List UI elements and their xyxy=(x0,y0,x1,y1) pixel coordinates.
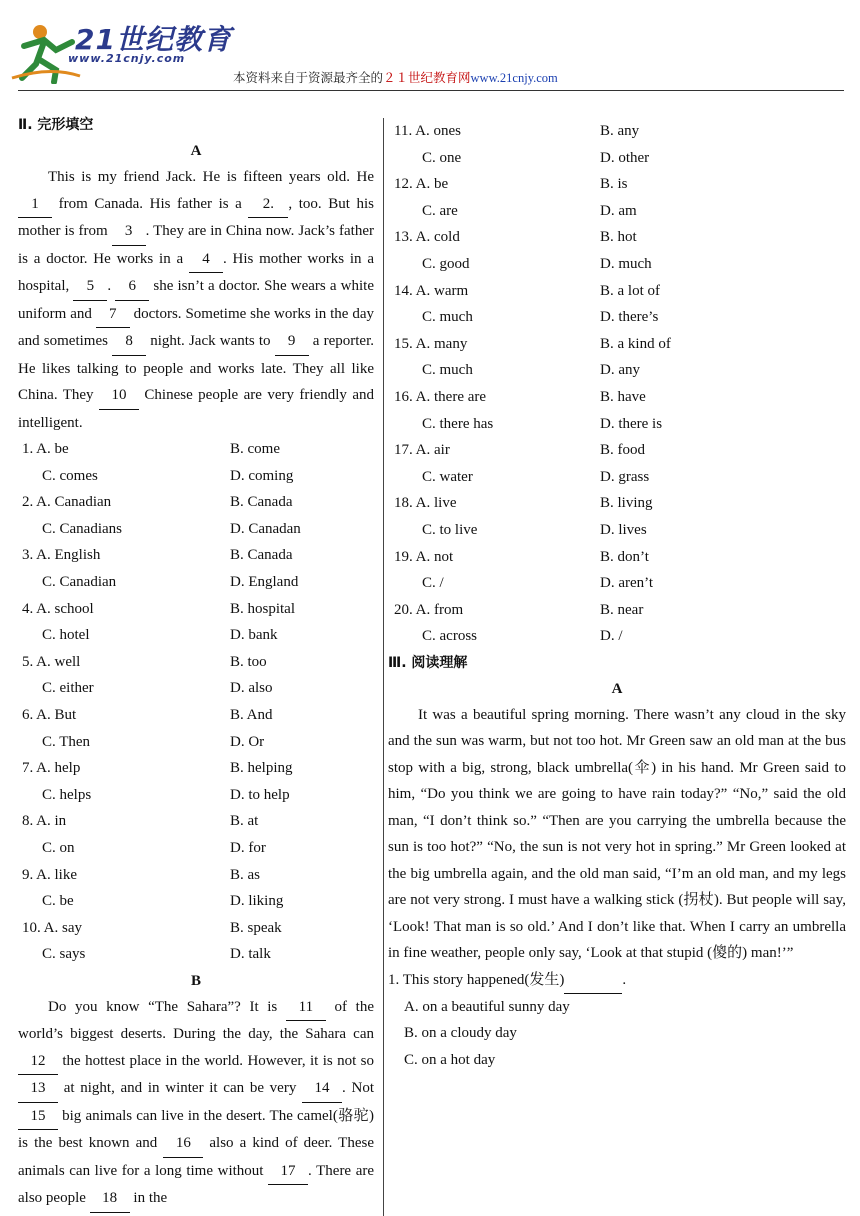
answer-blank[interactable] xyxy=(564,967,622,994)
option-row xyxy=(388,357,846,384)
option-row xyxy=(18,436,374,463)
option-choice[interactable]: 14. A. warm xyxy=(394,282,469,299)
option-row xyxy=(18,675,374,702)
cloze-section-title: Ⅱ. 完形填空 xyxy=(18,117,94,133)
cloze-blank[interactable]: 14 xyxy=(302,1075,342,1103)
cloze-blank[interactable]: 12 xyxy=(18,1048,58,1076)
option-choice[interactable]: C. / xyxy=(422,575,444,592)
option-choice[interactable]: C. either xyxy=(42,680,94,697)
option-choice[interactable]: D. also xyxy=(230,680,273,697)
option-choice[interactable]: C. one xyxy=(422,149,462,166)
option-choice[interactable]: C. comes xyxy=(42,467,98,484)
option-row xyxy=(388,544,846,571)
option-row xyxy=(18,569,374,596)
passage-text: , too. But his mother is from xyxy=(18,195,374,239)
option-choice[interactable]: B. near xyxy=(600,601,644,618)
option-choice[interactable]: D. for xyxy=(230,839,266,856)
option-row xyxy=(388,517,846,544)
option-choice[interactable]: D. coming xyxy=(230,467,294,484)
option-row xyxy=(18,782,374,809)
reading-section-title: Ⅲ. 阅读理解 xyxy=(388,654,468,671)
tagline-url[interactable]: www.21cnjy.com xyxy=(470,71,558,85)
option-choice[interactable]: C. water xyxy=(422,468,473,485)
option-row xyxy=(18,489,374,516)
option-row xyxy=(18,463,374,490)
option-row xyxy=(388,464,846,491)
option-row xyxy=(388,145,846,172)
cloze-blank[interactable]: 4 xyxy=(189,246,223,274)
option-choice[interactable]: 5. A. well xyxy=(22,653,81,670)
option-row xyxy=(388,118,846,145)
option-choice[interactable]: B. Canada xyxy=(230,494,293,511)
option-row xyxy=(388,304,846,331)
passage-text: . His mother works in a hospital, xyxy=(18,250,374,294)
option-choice[interactable]: 16. A. there are xyxy=(394,388,487,405)
option-row xyxy=(18,542,374,569)
question-text: 1. This story happened(发生) xyxy=(388,971,565,988)
cloze-blank[interactable]: 5 xyxy=(73,273,107,301)
passage-text: at night, and in winter it can be very xyxy=(58,1080,303,1097)
option-row xyxy=(388,623,846,650)
option-choice[interactable]: C. much xyxy=(422,309,473,326)
option-choice[interactable]: B. have xyxy=(600,388,646,405)
option-row xyxy=(388,411,846,438)
option-choice[interactable]: C. says xyxy=(42,946,86,963)
reading-passage-a: It was a beautiful spring morning. There wasn’t any cloud in the sky and the sun was warm, but not too hot. Mr Green saw an old man at the bus stop with a big, strong, black umbrella(伞) in his hand. Mr Green said to him, “Do you think we are going to have rain today?” “No,” said the old man, “I don’t think so.” “Then are you carrying the umbrella because the sun is too hot?” “No, the sun is not very hot in spring.” Mr Green looked at the big umbrella again, and the old man said, “I’m an old man, and my legs are not very strong. I must have a walking stick (拐杖). But people will say, ‘Look! That man is so old.’ And I don’t like that. When I carry an umbrella in fine weather, people only say, ‘Look at that stupid (傻的) man!’” xyxy=(388,706,846,962)
option-choice[interactable]: 18. A. live xyxy=(394,495,457,512)
cloze-part-a-label: A xyxy=(190,143,202,159)
logo-text: 21世纪教育 xyxy=(75,23,232,56)
option-choice[interactable]: 20. A. from xyxy=(394,601,464,618)
cloze-options-a xyxy=(18,436,374,968)
option-choice[interactable]: C. there has xyxy=(422,415,494,432)
passage-text: . There are also people xyxy=(18,1162,375,1207)
option-choice[interactable]: C. Canadians xyxy=(42,520,122,537)
passage-text: in the xyxy=(129,1190,168,1207)
option-choice[interactable]: 13. A. cold xyxy=(394,229,460,246)
option-choice[interactable]: D. am xyxy=(600,202,637,219)
option-row xyxy=(18,888,374,915)
cloze-blank[interactable]: 3 xyxy=(112,218,146,246)
option-choice[interactable]: D. much xyxy=(600,255,652,272)
reading-choice[interactable]: A. on a beautiful sunny day xyxy=(404,998,570,1015)
cloze-passage-a xyxy=(18,164,374,436)
cloze-blank[interactable]: 18 xyxy=(90,1185,130,1213)
reading-choices xyxy=(388,994,846,1074)
option-choice[interactable]: B. food xyxy=(600,442,645,459)
passage-text: a reporter. He likes talking to people and works late. They all like China. They xyxy=(18,333,374,403)
option-choice[interactable]: B. Canada xyxy=(230,547,293,564)
passage-text: . xyxy=(107,278,116,294)
cloze-blank[interactable]: 10 xyxy=(99,382,139,410)
reading-part-a-label: A xyxy=(611,680,623,697)
option-choice[interactable]: D. / xyxy=(600,628,623,645)
option-choice[interactable]: 12. A. be xyxy=(394,176,449,193)
option-choice[interactable]: 15. A. many xyxy=(394,335,468,352)
passage-text: doctors. Sometime she works in the day and sometimes xyxy=(18,305,375,349)
option-choice[interactable]: D. aren’t xyxy=(600,575,654,592)
cloze-blank[interactable]: 2. xyxy=(248,191,288,219)
passage-text: from Canada. His father is a xyxy=(52,195,249,212)
option-choice[interactable]: D. grass xyxy=(600,468,650,485)
reading-choice[interactable]: B. on a cloudy day xyxy=(404,1025,517,1042)
option-choice[interactable]: D. other xyxy=(600,149,650,166)
cloze-part-b-label: B xyxy=(190,972,201,989)
passage-text: . Not xyxy=(342,1080,374,1097)
passage-text: . They are in China now. Jack’s father is a doctor. He works in a xyxy=(18,223,374,267)
option-row xyxy=(388,384,846,411)
option-choice[interactable]: D. there is xyxy=(600,415,663,432)
option-row xyxy=(388,437,846,464)
cloze-blank[interactable]: 8 xyxy=(112,328,146,356)
option-choice[interactable]: C. Canadian xyxy=(42,573,117,590)
option-choice[interactable]: C. to live xyxy=(422,521,478,538)
option-choice[interactable]: 3. A. English xyxy=(22,547,101,564)
cloze-blank[interactable]: 9 xyxy=(275,328,309,356)
cloze-blank[interactable]: 1 xyxy=(18,191,52,219)
right-column xyxy=(388,118,846,1073)
option-choice[interactable]: C. Then xyxy=(42,733,91,750)
option-row xyxy=(18,622,374,649)
header-divider xyxy=(18,90,844,91)
logo-url: www.21cnjy.com xyxy=(68,52,186,65)
option-row xyxy=(388,251,846,278)
option-choice[interactable]: 19. A. not xyxy=(394,548,454,565)
option-choice[interactable]: D. lives xyxy=(600,521,647,538)
option-choice[interactable]: D. talk xyxy=(230,946,271,963)
passage-text: big animals can live in the desert. The camel(骆驼) is the best known and xyxy=(18,1107,374,1152)
option-choice[interactable]: D. Or xyxy=(230,733,265,750)
option-choice[interactable]: C. helps xyxy=(42,786,92,803)
option-choice[interactable]: B. too xyxy=(230,653,267,670)
option-row xyxy=(18,835,374,862)
left-column xyxy=(18,112,374,1213)
option-choice[interactable]: 9. A. like xyxy=(22,866,77,883)
option-choice[interactable]: B. any xyxy=(600,123,640,139)
option-choice[interactable]: 4. A. school xyxy=(22,600,94,617)
option-row xyxy=(18,941,374,968)
header-tagline xyxy=(233,68,558,86)
option-choice[interactable]: B. living xyxy=(600,495,653,512)
option-row xyxy=(18,516,374,543)
reading-question-1 xyxy=(388,967,846,994)
option-choice[interactable]: B. is xyxy=(600,176,628,193)
passage-text: also a kind of deer. These animals can live for a long time without xyxy=(18,1135,374,1179)
option-choice[interactable]: 10. A. say xyxy=(22,919,82,936)
option-choice[interactable]: B. don’t xyxy=(600,548,649,565)
option-choice[interactable]: C. are xyxy=(422,202,458,219)
option-choice[interactable]: 6. A. But xyxy=(22,706,77,723)
cloze-blank[interactable]: 15 xyxy=(18,1103,58,1131)
column-divider xyxy=(383,118,384,1216)
option-choice[interactable]: C. be xyxy=(42,893,74,910)
option-row xyxy=(388,224,846,251)
option-row xyxy=(388,570,846,597)
option-row xyxy=(18,808,374,835)
option-row xyxy=(388,198,846,225)
option-choice[interactable]: B. speak xyxy=(230,919,282,936)
option-row xyxy=(388,597,846,624)
option-choice[interactable]: D. bank xyxy=(230,627,278,644)
passage-text: Chinese people are very friendly and intelligent. xyxy=(18,387,374,431)
option-choice[interactable]: 2. A. Canadian xyxy=(22,494,112,511)
option-choice[interactable]: B. as xyxy=(230,866,260,883)
cloze-blank[interactable]: 11 xyxy=(286,994,326,1022)
option-row xyxy=(388,171,846,198)
passage-text: night. Jack wants to xyxy=(146,333,275,349)
page-header xyxy=(0,0,860,92)
option-choice[interactable]: D. any xyxy=(600,362,640,379)
cloze-options-b xyxy=(388,118,846,650)
option-choice[interactable]: B. helping xyxy=(230,760,293,777)
option-row xyxy=(18,915,374,942)
option-choice[interactable]: B. come xyxy=(230,441,280,457)
option-choice[interactable]: B. hot xyxy=(600,229,637,246)
passage-text: the hottest place in the world. However, it is not so xyxy=(58,1052,374,1069)
option-choice[interactable]: D. England xyxy=(230,573,299,590)
option-choice[interactable]: B. a kind of xyxy=(600,335,671,352)
option-row xyxy=(18,755,374,782)
option-choice[interactable]: 11. A. ones xyxy=(394,123,461,139)
cloze-blank[interactable]: 6 xyxy=(115,273,149,301)
option-row xyxy=(388,278,846,305)
option-choice[interactable]: C. across xyxy=(422,628,477,645)
option-row xyxy=(18,729,374,756)
passage-text: This is my friend Jack. He is fifteen years old. He xyxy=(48,169,374,185)
option-row xyxy=(388,490,846,517)
option-choice[interactable]: B. hospital xyxy=(230,600,296,617)
option-choice[interactable]: 8. A. in xyxy=(22,813,67,830)
option-choice[interactable]: B. a lot of xyxy=(600,282,660,299)
option-choice[interactable]: D. liking xyxy=(230,893,284,910)
cloze-blank[interactable]: 17 xyxy=(268,1158,308,1186)
passage-text: of the world’s biggest deserts. During the day, the Sahara can xyxy=(18,998,375,1043)
option-choice[interactable]: 7. A. help xyxy=(22,760,81,777)
question-end: . xyxy=(622,971,627,988)
option-row xyxy=(18,649,374,676)
option-choice[interactable]: D. there’s xyxy=(600,309,659,326)
option-choice[interactable]: C. on xyxy=(42,839,75,856)
passage-text: she isn’t a doctor. She wears a white uniform and xyxy=(18,278,374,322)
option-choice[interactable]: 17. A. air xyxy=(394,442,450,459)
cloze-passage-b xyxy=(18,994,374,1213)
option-choice[interactable]: D. to help xyxy=(230,786,290,803)
option-choice[interactable]: B. at xyxy=(230,813,259,830)
passage-text: Do you know “The Sahara”? It is xyxy=(48,998,286,1015)
option-choice[interactable]: D. Canadan xyxy=(230,520,301,537)
tagline-prefix: 本资料来自于资源最齐全的 xyxy=(233,71,384,85)
option-choice[interactable]: C. hotel xyxy=(42,627,90,644)
option-choice[interactable]: 1. A. be xyxy=(22,441,69,457)
option-row xyxy=(388,331,846,358)
option-row xyxy=(18,702,374,729)
cloze-blank[interactable]: 13 xyxy=(18,1075,58,1103)
option-choice[interactable]: C. much xyxy=(422,362,473,379)
option-row xyxy=(18,862,374,889)
option-choice[interactable]: C. good xyxy=(422,255,470,272)
reading-choice[interactable]: C. on a hot day xyxy=(404,1051,496,1068)
cloze-blank[interactable]: 7 xyxy=(96,301,130,329)
option-row xyxy=(18,596,374,623)
cloze-blank[interactable]: 16 xyxy=(163,1130,203,1158)
tagline-site: ２１世纪教育网 xyxy=(383,71,471,85)
option-choice[interactable]: B. And xyxy=(230,706,273,723)
